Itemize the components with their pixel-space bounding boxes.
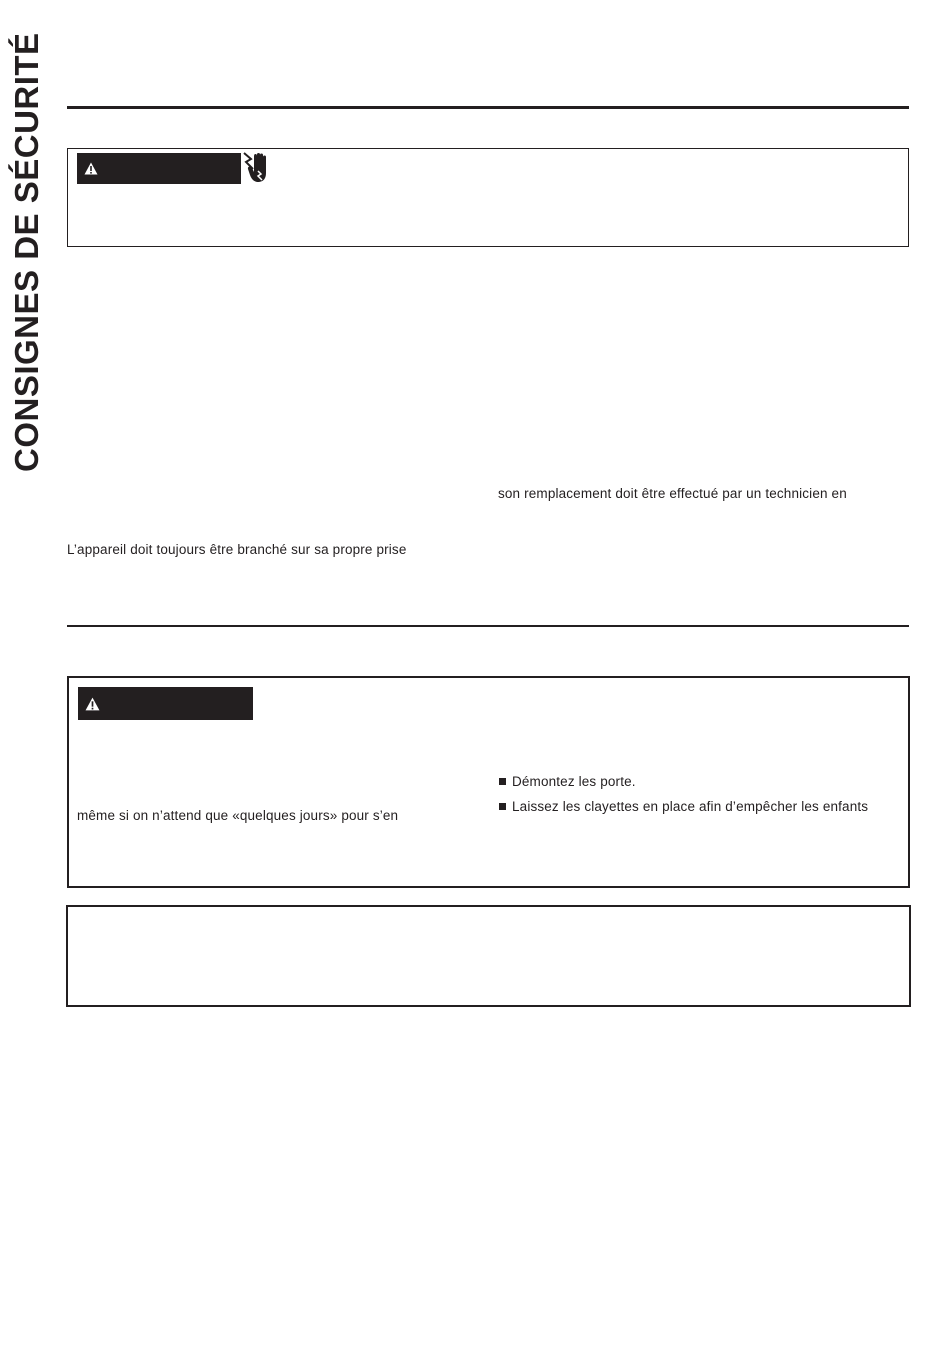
bullet-square-icon (499, 778, 506, 785)
side-section-title: CONSIGNES DE SÉCURITÉ (8, 32, 45, 472)
list-item (499, 799, 868, 814)
outlet-text: L’appareil doit toujours être branché sur sa propre prise (67, 542, 407, 557)
warning-triangle-icon (84, 162, 98, 175)
days-text: même si on n’attend que «quelques jours» pour s’en (77, 808, 399, 823)
disposal-warning-box (67, 676, 910, 888)
list-item-text: Laissez les clayettes en place afin d’empêcher les enfants (512, 799, 869, 814)
replacement-text: son remplacement doit être effectué par un technicien en (498, 486, 847, 501)
warning-triangle-icon (85, 697, 100, 711)
top-divider (67, 106, 909, 109)
list-item (499, 774, 636, 789)
bullet-square-icon (499, 803, 506, 810)
warning-header-bar (77, 153, 241, 184)
electric-shock-hand-icon (242, 151, 272, 187)
warning-header-bar (78, 687, 253, 720)
middle-divider (67, 625, 909, 627)
list-item-text: Démontez les porte. (512, 774, 636, 789)
electrical-warning-box (67, 148, 909, 247)
empty-info-box (66, 905, 911, 1007)
